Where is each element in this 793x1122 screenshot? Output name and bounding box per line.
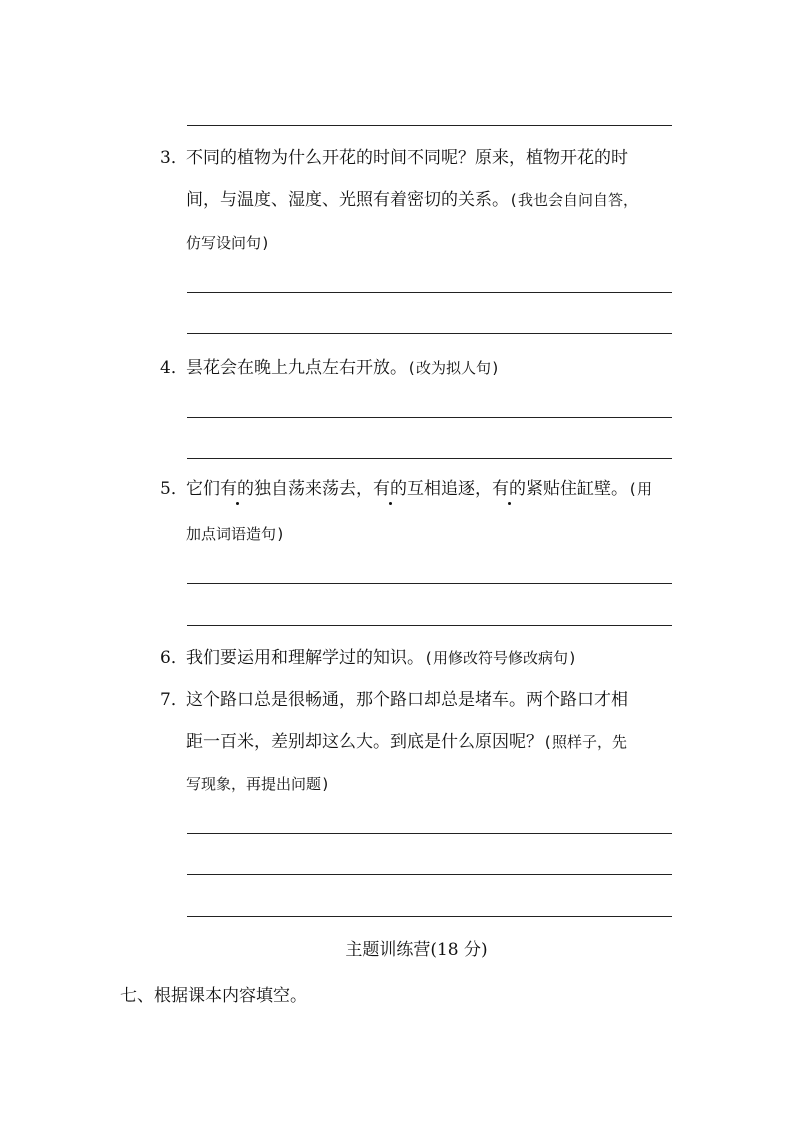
question-7-line-2: [186, 732, 627, 752]
question-text: 它们: [186, 479, 220, 499]
answer-line[interactable]: [187, 417, 672, 418]
answer-line[interactable]: [187, 625, 672, 626]
dotted-word: 有的: [220, 479, 254, 499]
question-number: 5．: [160, 479, 188, 499]
answer-line[interactable]: [187, 125, 672, 126]
question-text: 独自荡来荡去，: [254, 479, 373, 499]
question-number: 3．: [160, 148, 188, 168]
question-3-line-2: [186, 190, 638, 210]
question-text: 这个路口总是很畅通，那个路口却总是堵车。两个路口才相: [186, 690, 628, 710]
instruction-note: 仿写设问句): [186, 234, 271, 252]
answer-line[interactable]: [187, 874, 672, 875]
instruction-note: (改为拟人句): [407, 359, 501, 377]
question-text: 昙花会在晚上九点左右开放。: [186, 358, 407, 378]
dotted-word: 有的: [492, 479, 526, 499]
instruction-note: (照样子，先: [543, 733, 628, 751]
question-3-line-1: [160, 148, 628, 168]
question-4: [160, 358, 500, 378]
question-6: [160, 648, 577, 668]
question-text: 紧贴住缸壁。: [526, 479, 628, 499]
section-title: 主题训练营(18 分): [345, 940, 488, 960]
answer-line[interactable]: [187, 833, 672, 834]
question-text: 互相追逐，: [407, 479, 492, 499]
question-text: 不同的植物为什么开花的时间不同呢？原来，植物开花的时: [186, 148, 628, 168]
question-number: 6．: [160, 648, 188, 668]
question-5-line-1: [160, 479, 652, 499]
question-number: 4．: [160, 358, 188, 378]
instruction-note: (我也会自问自答，: [509, 191, 639, 209]
instruction-note: 加点词语造句): [186, 525, 286, 543]
question-number: 7．: [160, 690, 188, 710]
instruction-note: 写现象，再提出问题): [186, 775, 331, 793]
question-text: 我们要运用和理解学过的知识。: [186, 648, 424, 668]
answer-line[interactable]: [187, 458, 672, 459]
question-text: 间，与温度、湿度、光照有着密切的关系。: [186, 190, 509, 210]
dotted-word: 有的: [373, 479, 407, 499]
answer-line[interactable]: [187, 583, 672, 584]
answer-line[interactable]: [187, 292, 672, 293]
answer-line[interactable]: [187, 333, 672, 334]
question-text: 距一百米，差别却这么大。到底是什么原因呢？: [186, 732, 543, 752]
section-heading: 七、根据课本内容填空。: [120, 986, 307, 1006]
instruction-note: (用修改符号修改病句): [424, 649, 578, 667]
answer-line[interactable]: [187, 916, 672, 917]
question-7-line-1: [160, 690, 628, 710]
instruction-note: (用: [628, 480, 653, 498]
